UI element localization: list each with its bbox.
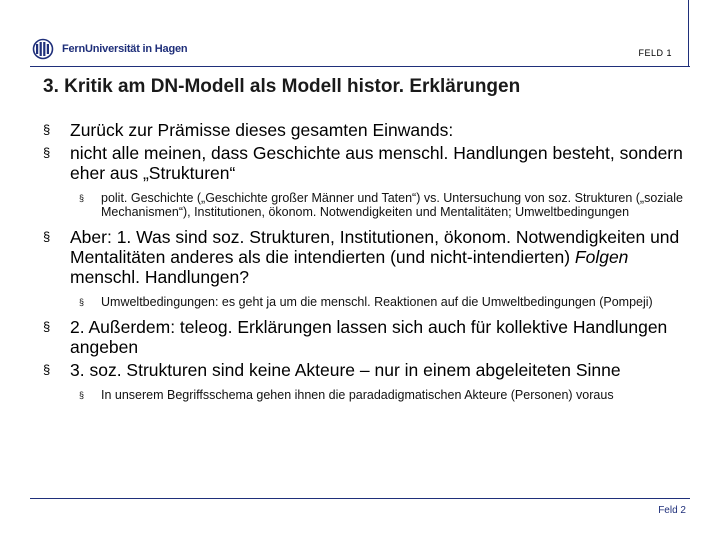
bullet-text-before: Aber: 1. Was sind soz. Strukturen, Institutionen, ökonom. Notwendigkeiten und Mentalitäten anderes als die intendierten (und nicht-intendierten) [70, 227, 680, 267]
sub-bullet-3 [43, 388, 688, 402]
bullet-marker: § [43, 122, 51, 137]
bullet-4 [43, 317, 688, 357]
page-number: Feld 2 [658, 505, 686, 516]
bullet-marker: § [43, 229, 51, 244]
bullet-3 [43, 227, 688, 287]
footer-divider [30, 498, 690, 499]
bullet-text-italic: Folgen [574, 247, 629, 267]
bullet-marker: § [79, 297, 85, 307]
sub-bullet-1 [43, 191, 688, 219]
bullet-marker: § [43, 319, 51, 334]
bullet-marker: § [79, 193, 85, 203]
feld-header-label: FELD 1 [638, 48, 672, 58]
bullet-text-after: menschl. Handlungen? [70, 267, 250, 287]
bullet-marker: § [43, 362, 51, 377]
fernuni-logo-icon [30, 38, 56, 60]
sub-bullet-2 [43, 295, 688, 309]
bullet-text: 2. Außerdem: teleog. Erklärungen lassen sich auch für kollektive Handlungen angeben [70, 317, 668, 357]
bullet-marker: § [43, 145, 51, 160]
bullet-text: 3. soz. Strukturen sind keine Akteure – nur in einem abgeleiteten Sinne [70, 360, 621, 380]
logo-text: FernUniversität in Hagen [62, 43, 188, 55]
header-corner-line [688, 0, 689, 66]
bullet-text: Zurück zur Prämisse dieses gesamten Einwands: [70, 120, 454, 140]
sub-bullet-text: polit. Geschichte („Geschichte großer Männer und Taten“) vs. Untersuchung von soz. Strukturen („soziale Mechanismen“), Institutionen, ökonom. Notwendigkeiten und Mentalitäten; Umweltbedingungen [101, 191, 683, 219]
slide-title: 3. Kritik am DN-Modell als Modell histor. Erklärungen [43, 76, 521, 97]
slide-content [43, 120, 688, 402]
bullet-2 [43, 143, 688, 183]
sub-bullet-text: Umweltbedingungen: es geht ja um die menschl. Reaktionen auf die Umweltbedingungen (Pompeji) [101, 295, 653, 309]
bullet-1 [43, 120, 688, 140]
bullet-text: nicht alle meinen, dass Geschichte aus menschl. Handlungen besteht, sondern eher aus „Strukturen“ [70, 143, 683, 183]
sub-bullet-text: In unserem Begriffsschema gehen ihnen die paradadigmatischen Akteure (Personen) voraus [101, 388, 614, 402]
university-logo [30, 38, 187, 60]
header-divider [30, 66, 690, 67]
bullet-marker: § [79, 390, 85, 400]
bullet-5 [43, 360, 688, 380]
